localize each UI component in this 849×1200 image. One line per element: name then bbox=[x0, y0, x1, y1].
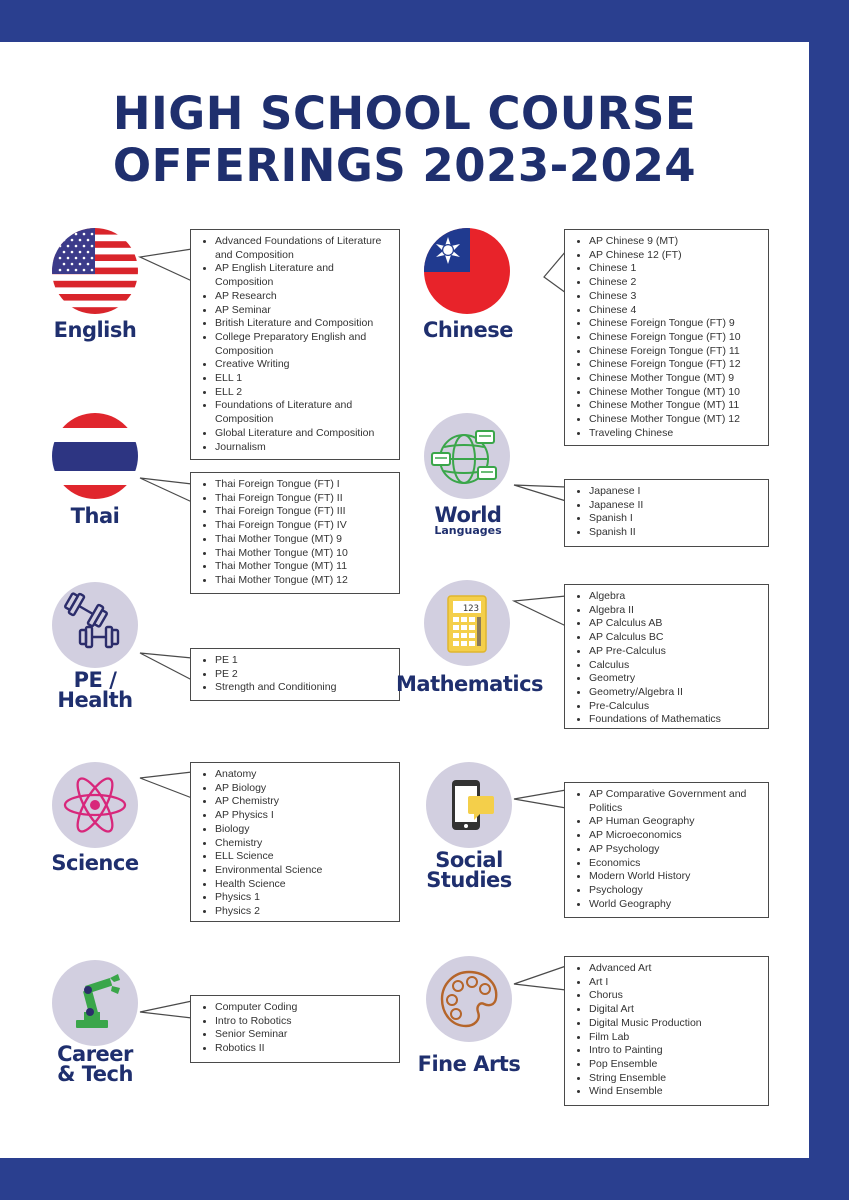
course-item: • Advanced Art bbox=[589, 962, 760, 976]
course-item: • Thai Mother Tongue (MT) 11 bbox=[215, 560, 391, 574]
course-item: • Chinese Foreign Tongue (FT) 10 bbox=[589, 331, 760, 345]
course-item: • Thai Foreign Tongue (FT) III bbox=[215, 505, 391, 519]
course-item: • AP Human Geography bbox=[589, 815, 760, 829]
arts-pointer bbox=[514, 966, 568, 1006]
course-item: • Journalism bbox=[215, 441, 391, 455]
course-item: • String Ensemble bbox=[589, 1072, 760, 1086]
career-label-line-2: & Tech bbox=[57, 1062, 133, 1086]
course-item: • Chinese 4 bbox=[589, 304, 760, 318]
course-item: • Chinese Mother Tongue (MT) 11 bbox=[589, 399, 760, 413]
social-studies-label bbox=[414, 850, 524, 890]
course-item: • Global Literature and Composition bbox=[215, 427, 391, 441]
course-item: • Intro to Robotics bbox=[215, 1015, 391, 1029]
atom-icon bbox=[52, 762, 138, 848]
course-item: • Physics 1 bbox=[215, 891, 391, 905]
social-label-line-1: Social bbox=[435, 848, 503, 872]
course-item: • Chemistry bbox=[215, 837, 391, 851]
title-line-2: OFFERINGS 2023-2024 bbox=[112, 139, 697, 192]
page-title bbox=[0, 88, 809, 192]
course-item: • Algebra bbox=[589, 590, 760, 604]
course-item: • AP Psychology bbox=[589, 843, 760, 857]
career-pointer bbox=[140, 996, 194, 1036]
course-item: • Traveling Chinese bbox=[589, 427, 760, 441]
career-label-line-1: Career bbox=[57, 1042, 133, 1066]
pe-label-line-2: Health bbox=[57, 688, 133, 712]
robot-arm-icon bbox=[52, 960, 138, 1046]
course-item: • Chinese Mother Tongue (MT) 10 bbox=[589, 386, 760, 400]
title-line-1: HIGH SCHOOL COURSE bbox=[112, 87, 697, 140]
course-item: • Thai Foreign Tongue (FT) II bbox=[215, 492, 391, 506]
course-item: • Chinese Foreign Tongue (FT) 11 bbox=[589, 345, 760, 359]
course-item: • Economics bbox=[589, 857, 760, 871]
arts-course-box bbox=[564, 956, 769, 1106]
course-item: • Senior Seminar bbox=[215, 1028, 391, 1042]
course-item: • Thai Foreign Tongue (FT) IV bbox=[215, 519, 391, 533]
pe-health-label bbox=[40, 670, 150, 710]
course-item: • Environmental Science bbox=[215, 864, 391, 878]
course-item: • Japanese II bbox=[589, 499, 760, 513]
thailand-flag-icon bbox=[52, 413, 138, 499]
pe-course-box bbox=[190, 648, 400, 701]
course-item: • AP Chinese 12 (FT) bbox=[589, 249, 760, 263]
palette-icon bbox=[426, 956, 512, 1042]
chinese-label: Chinese bbox=[423, 318, 513, 342]
course-item: • AP English Literature and Composition bbox=[215, 262, 391, 289]
course-item: • Geometry bbox=[589, 672, 760, 686]
science-course-box bbox=[190, 762, 400, 922]
thai-course-list bbox=[199, 478, 391, 588]
course-item: • Geometry/Algebra II bbox=[589, 686, 760, 700]
course-item: • AP Chinese 9 (MT) bbox=[589, 235, 760, 249]
social-label-line-2: Studies bbox=[426, 868, 512, 892]
math-course-list bbox=[573, 590, 760, 727]
course-item: • AP Physics I bbox=[215, 809, 391, 823]
course-item: • Chinese Mother Tongue (MT) 12 bbox=[589, 413, 760, 427]
course-item: • Pre-Calculus bbox=[589, 700, 760, 714]
world-sublabel: Languages bbox=[434, 524, 502, 537]
world-languages-label bbox=[410, 505, 526, 537]
math-course-box bbox=[564, 584, 769, 729]
world-course-list bbox=[573, 485, 760, 540]
pe-course-list bbox=[199, 654, 391, 695]
course-item: • ELL Science bbox=[215, 850, 391, 864]
course-item: • AP Biology bbox=[215, 782, 391, 796]
course-item: • Japanese I bbox=[589, 485, 760, 499]
english-course-list bbox=[199, 235, 391, 454]
social-pointer bbox=[514, 790, 568, 830]
mathematics-label: Mathematics bbox=[396, 672, 544, 696]
us-flag-icon bbox=[52, 228, 138, 314]
course-item: • AP Microeconomics bbox=[589, 829, 760, 843]
course-item: • Creative Writing bbox=[215, 358, 391, 372]
course-item: • Digital Music Production bbox=[589, 1017, 760, 1031]
course-item: • Biology bbox=[215, 823, 391, 837]
world-pointer bbox=[514, 482, 568, 522]
course-item: • Computer Coding bbox=[215, 1001, 391, 1015]
pe-pointer bbox=[140, 650, 194, 690]
english-pointer bbox=[140, 243, 194, 283]
course-item: • Film Lab bbox=[589, 1031, 760, 1045]
course-item: • College Preparatory English and Composition bbox=[215, 331, 391, 358]
course-item: • Foundations of Mathematics bbox=[589, 713, 760, 727]
course-item: • Chinese Foreign Tongue (FT) 9 bbox=[589, 317, 760, 331]
course-item: • AP Seminar bbox=[215, 304, 391, 318]
phone-chat-icon bbox=[426, 762, 512, 848]
course-item: • Calculus bbox=[589, 659, 760, 673]
thai-pointer bbox=[140, 478, 194, 518]
course-item: • PE 1 bbox=[215, 654, 391, 668]
world-label: World bbox=[434, 503, 502, 527]
course-item: • Intro to Painting bbox=[589, 1044, 760, 1058]
course-item: • PE 2 bbox=[215, 668, 391, 682]
course-item: • Anatomy bbox=[215, 768, 391, 782]
course-item: • Strength and Conditioning bbox=[215, 681, 391, 695]
math-pointer bbox=[514, 596, 568, 636]
course-item: • Spanish I bbox=[589, 512, 760, 526]
course-item: • ELL 1 bbox=[215, 372, 391, 386]
chinese-course-box bbox=[564, 229, 769, 446]
course-item: • Health Science bbox=[215, 878, 391, 892]
dumbbells-icon bbox=[52, 582, 138, 668]
course-item: • AP Pre-Calculus bbox=[589, 645, 760, 659]
world-course-box bbox=[564, 479, 769, 547]
course-item: • AP Calculus AB bbox=[589, 617, 760, 631]
course-item: • World Geography bbox=[589, 898, 760, 912]
fine-arts-label: Fine Arts bbox=[417, 1052, 521, 1076]
career-tech-label bbox=[40, 1044, 150, 1084]
course-item: • ELL 2 bbox=[215, 386, 391, 400]
course-item: • Thai Mother Tongue (MT) 9 bbox=[215, 533, 391, 547]
course-item: • AP Research bbox=[215, 290, 391, 304]
english-label: English bbox=[53, 318, 137, 342]
career-course-box bbox=[190, 995, 400, 1063]
course-item: • Physics 2 bbox=[215, 905, 391, 919]
science-label: Science bbox=[51, 851, 139, 875]
course-item: • Chinese 1 bbox=[589, 262, 760, 276]
course-item: • Art I bbox=[589, 976, 760, 990]
course-item: • Thai Mother Tongue (MT) 12 bbox=[215, 574, 391, 588]
course-item: • Chinese Foreign Tongue (FT) 12 bbox=[589, 358, 760, 372]
calculator-icon bbox=[424, 580, 510, 666]
career-course-list bbox=[199, 1001, 391, 1056]
chinese-course-list bbox=[573, 235, 760, 441]
course-item: • Psychology bbox=[589, 884, 760, 898]
thai-course-box bbox=[190, 472, 400, 594]
course-item: • Modern World History bbox=[589, 870, 760, 884]
taiwan-flag-icon bbox=[424, 228, 510, 314]
calculator-display: 123 bbox=[462, 604, 479, 614]
course-item: • Thai Mother Tongue (MT) 10 bbox=[215, 547, 391, 561]
arts-course-list bbox=[573, 962, 760, 1099]
course-item: • Pop Ensemble bbox=[589, 1058, 760, 1072]
social-course-list bbox=[573, 788, 760, 911]
course-item: • British Literature and Composition bbox=[215, 317, 391, 331]
thai-label: Thai bbox=[70, 504, 120, 528]
course-item: • Chinese Mother Tongue (MT) 9 bbox=[589, 372, 760, 386]
course-item: • Spanish II bbox=[589, 526, 760, 540]
science-pointer bbox=[140, 772, 194, 812]
social-course-box bbox=[564, 782, 769, 918]
chinese-pointer bbox=[514, 243, 568, 303]
course-item: • AP Chemistry bbox=[215, 795, 391, 809]
course-item: • Wind Ensemble bbox=[589, 1085, 760, 1099]
course-item: • AP Comparative Government and Politics bbox=[589, 788, 760, 815]
pe-label-line-1: PE / bbox=[73, 668, 117, 692]
course-item: • Chinese 2 bbox=[589, 276, 760, 290]
course-item: • Chorus bbox=[589, 989, 760, 1003]
course-item: • AP Calculus BC bbox=[589, 631, 760, 645]
course-item: • Foundations of Literature and Composition bbox=[215, 399, 391, 426]
course-item: • Digital Art bbox=[589, 1003, 760, 1017]
course-item: • Chinese 3 bbox=[589, 290, 760, 304]
course-item: • Thai Foreign Tongue (FT) I bbox=[215, 478, 391, 492]
course-item: • Algebra II bbox=[589, 604, 760, 618]
english-course-box bbox=[190, 229, 400, 460]
globe-chat-icon bbox=[424, 413, 510, 499]
science-course-list bbox=[199, 768, 391, 919]
course-item: • Robotics II bbox=[215, 1042, 391, 1056]
course-item: • Advanced Foundations of Literature and Composition bbox=[215, 235, 391, 262]
